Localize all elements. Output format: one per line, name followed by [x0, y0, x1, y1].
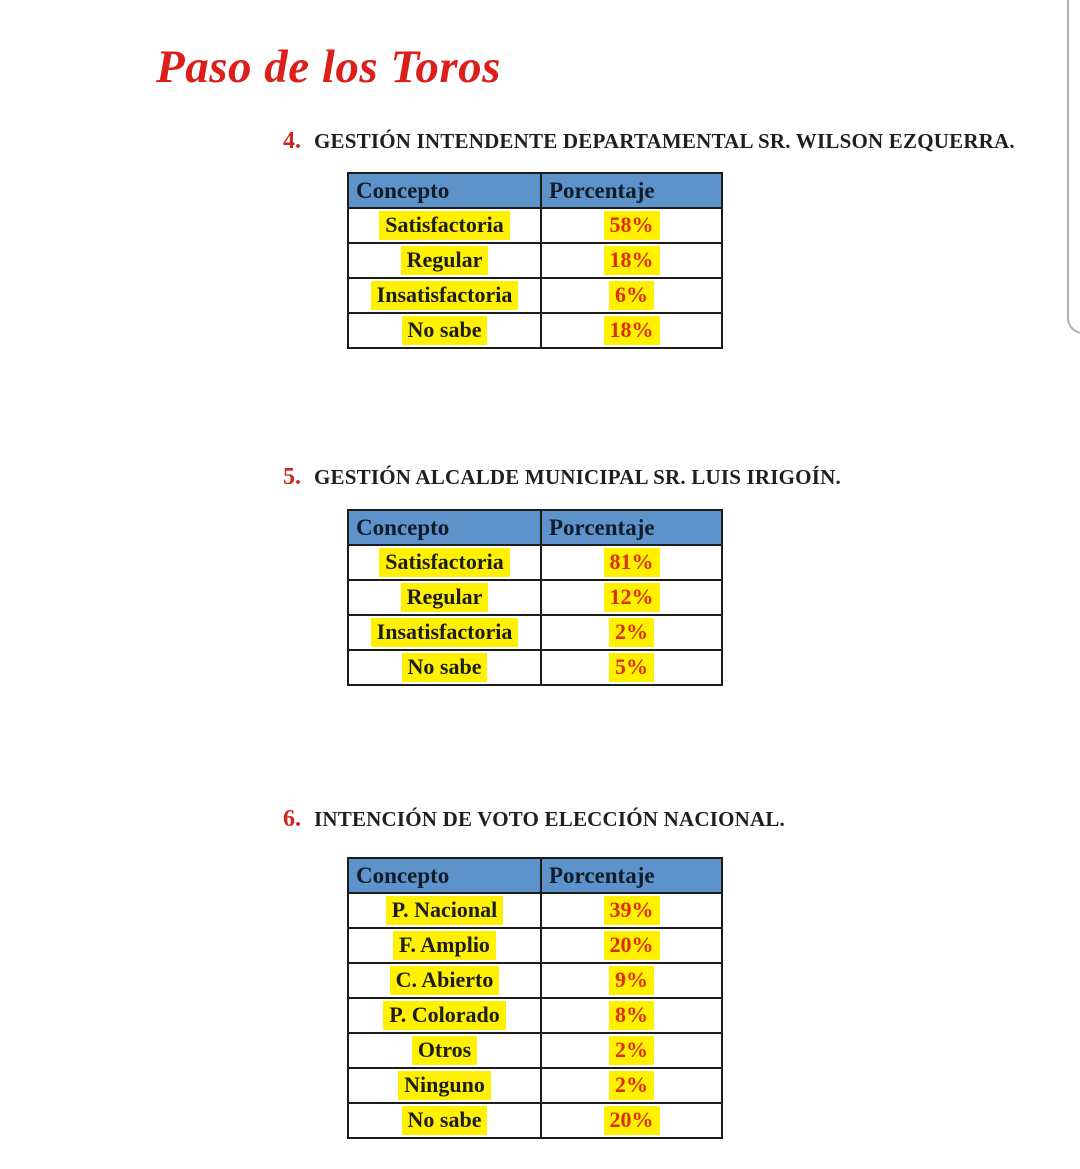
concept-cell [348, 313, 541, 348]
percentage-value: 81% [604, 548, 660, 576]
table-row [348, 998, 722, 1033]
table-row [348, 615, 722, 650]
table-gestion-intendente [347, 172, 723, 349]
concept-label: F. Amplio [393, 931, 496, 959]
table-row [348, 1033, 722, 1068]
percentage-cell [541, 580, 722, 615]
section-number: 5. [283, 464, 301, 490]
concept-label: Satisfactoria [379, 548, 510, 576]
percentage-cell [541, 278, 722, 313]
concept-label: Regular [401, 246, 489, 274]
section-heading-6 [283, 806, 785, 833]
table-row [348, 650, 722, 685]
percentage-value: 2% [609, 1071, 654, 1099]
column-header: Porcentaje [541, 173, 722, 208]
concept-cell [348, 580, 541, 615]
percentage-value: 9% [609, 966, 654, 994]
percentage-cell [541, 1103, 722, 1138]
table-gestion-alcalde [347, 509, 723, 686]
percentage-value: 20% [604, 1106, 660, 1134]
section-heading-text: INTENCIÓN DE VOTO ELECCIÓN NACIONAL. [314, 807, 786, 831]
concept-label: No sabe [402, 653, 488, 681]
column-header: Porcentaje [541, 510, 722, 545]
concept-label: Satisfactoria [379, 211, 510, 239]
concept-cell [348, 1103, 541, 1138]
percentage-cell [541, 963, 722, 998]
table-row [348, 928, 722, 963]
percentage-cell [541, 545, 722, 580]
table-intencion-voto [347, 857, 723, 1139]
concept-label: Ninguno [398, 1071, 491, 1099]
header-row [348, 510, 722, 545]
percentage-value: 18% [604, 246, 660, 274]
concept-cell [348, 278, 541, 313]
percentage-cell [541, 1033, 722, 1068]
concept-label: No sabe [402, 1106, 488, 1134]
percentage-cell [541, 313, 722, 348]
concept-label: Regular [401, 583, 489, 611]
column-header: Concepto [348, 510, 541, 545]
percentage-cell [541, 928, 722, 963]
table-row [348, 1103, 722, 1138]
concept-cell [348, 615, 541, 650]
percentage-value: 20% [604, 931, 660, 959]
table-row [348, 243, 722, 278]
clipped-panel-corner [1067, 0, 1080, 334]
section-heading-text: GESTIÓN ALCALDE MUNICIPAL SR. LUIS IRIGOÍN. [314, 465, 841, 489]
column-header: Concepto [348, 173, 541, 208]
concept-label: No sabe [402, 316, 488, 344]
percentage-value: 8% [609, 1001, 654, 1029]
percentage-cell [541, 208, 722, 243]
concept-cell [348, 1068, 541, 1103]
percentage-value: 2% [609, 1036, 654, 1064]
concept-label: C. Abierto [390, 966, 500, 994]
concept-cell [348, 998, 541, 1033]
header-row [348, 173, 722, 208]
page-title: Paso de los Toros [156, 41, 501, 93]
column-header: Porcentaje [541, 858, 722, 893]
table-row [348, 1068, 722, 1103]
table-row [348, 278, 722, 313]
concept-cell [348, 893, 541, 928]
section-number: 4. [283, 128, 301, 154]
concept-cell [348, 963, 541, 998]
percentage-cell [541, 243, 722, 278]
results-table [347, 509, 723, 686]
percentage-value: 18% [604, 316, 660, 344]
percentage-value: 6% [609, 281, 654, 309]
header-row [348, 858, 722, 893]
results-table [347, 857, 723, 1139]
column-header: Concepto [348, 858, 541, 893]
percentage-value: 39% [604, 896, 660, 924]
concept-cell [348, 650, 541, 685]
results-table [347, 172, 723, 349]
concept-cell [348, 208, 541, 243]
concept-label: P. Nacional [386, 896, 504, 924]
percentage-value: 2% [609, 618, 654, 646]
percentage-cell [541, 1068, 722, 1103]
concept-cell [348, 928, 541, 963]
table-row [348, 545, 722, 580]
section-heading-text: GESTIÓN INTENDENTE DEPARTAMENTAL SR. WILSON EZQUERRA. [314, 129, 1015, 153]
concept-label: Insatisfactoria [371, 281, 519, 309]
table-row [348, 208, 722, 243]
percentage-value: 58% [604, 211, 660, 239]
table-row [348, 893, 722, 928]
table-row [348, 313, 722, 348]
section-number: 6. [283, 806, 301, 832]
concept-label: P. Colorado [383, 1001, 505, 1029]
concept-cell [348, 1033, 541, 1068]
concept-label: Otros [412, 1036, 477, 1064]
percentage-value: 5% [609, 653, 654, 681]
percentage-cell [541, 998, 722, 1033]
section-heading-5 [283, 464, 841, 491]
section-heading-4 [283, 128, 1015, 155]
percentage-cell [541, 893, 722, 928]
table-row [348, 580, 722, 615]
percentage-cell [541, 650, 722, 685]
concept-label: Insatisfactoria [371, 618, 519, 646]
concept-cell [348, 243, 541, 278]
percentage-cell [541, 615, 722, 650]
percentage-value: 12% [604, 583, 660, 611]
table-row [348, 963, 722, 998]
concept-cell [348, 545, 541, 580]
